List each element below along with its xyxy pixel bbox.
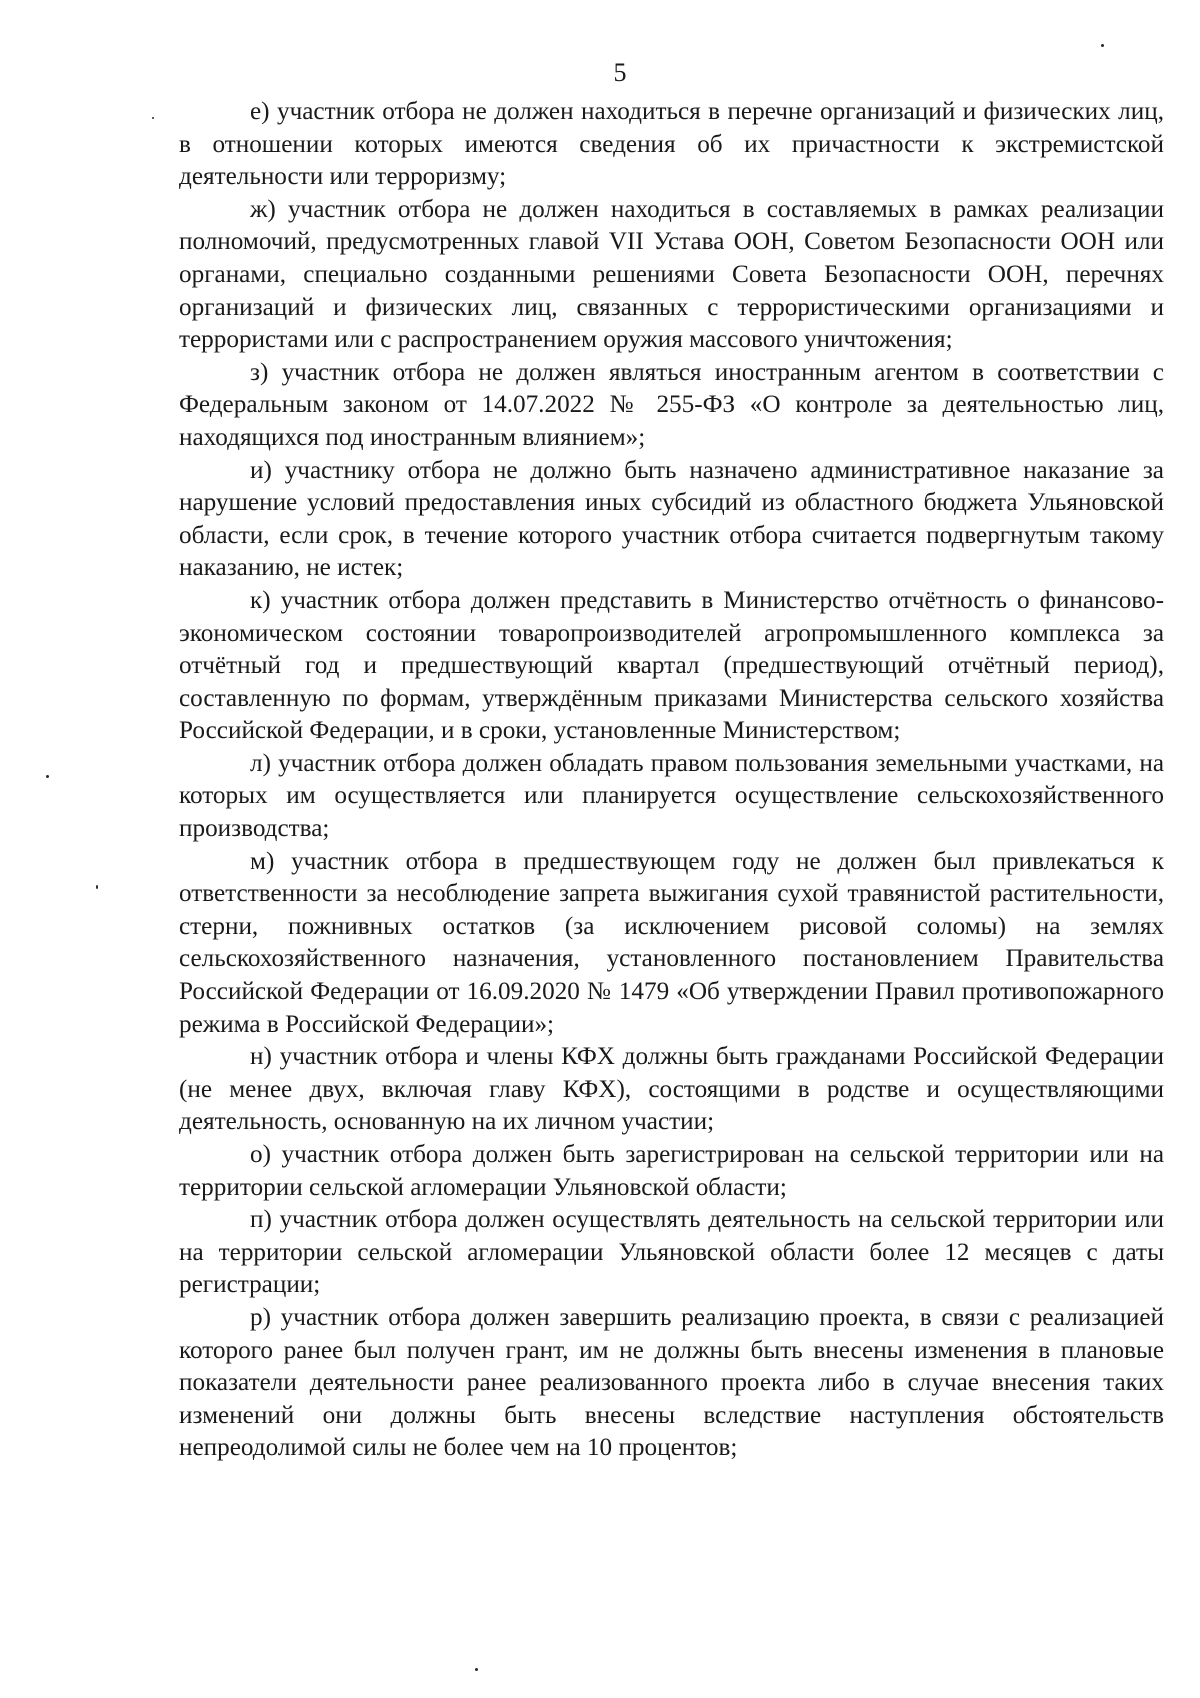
paragraph-n: н) участник отбора и члены КФХ должны быть гражданами Российской Федерации (не менее двух, включая главу КФХ), состоящими в родстве и осуществляющими деятельность, основанную на их личном участии; bbox=[179, 1043, 1164, 1136]
paragraph-e: е) участник отбора не должен находиться в перечне организаций и физических лиц, в отношении которых имеются сведения об их причастности к экстремистской деятельности или терроризму; bbox=[179, 98, 1164, 191]
paragraph-zh: ж) участник отбора не должен находиться в составляемых в рамках реализации полномочий, предусмотренных главой VII Устава ООН, Советом Безопасности ООН или органами, специально созданными решениями Совета Безопасности ООН, перечнях организаций и физических лиц, связанных с террористическими организациями и террористами или с распространением оружия массового уничтожения; bbox=[179, 195, 1164, 354]
paragraph-i: и) участнику отбора не должно быть назначено административное наказание за нарушение условий предоставления иных субсидий из областного бюджета Ульяновской области, если срок, в течение которого участник отбора считается подвергнутым такому наказанию, не истек; bbox=[179, 456, 1164, 582]
paragraph-k: к) участник отбора должен представить в Министерство отчётность о финансово-экономическом состоянии товаропроизводителей агропромышленного комплекса за отчётный год и предшествующий квартал (предшествующий отчётный период), составленную по формам, утверждённым приказами Министерства сельского хозяйства Российской Федерации, и в сроки, установленные Министерством; bbox=[179, 586, 1164, 745]
paragraph-m: м) участник отбора в предшествующем году не должен был привлекаться к ответственности за несоблюдение запрета выжигания сухой травянистой растительности, стерни, пожнивных остатков (за исключением рисовой соломы) на землях сельскохозяйственного назначения, установленного постановлением Правительства Российской Федерации от 16.09.2020 № 1479 «Об утверждении Правил противопожарного режима в Российской Федерации»; bbox=[179, 847, 1164, 1038]
scan-speck bbox=[475, 1668, 478, 1671]
scan-speck bbox=[1101, 44, 1104, 47]
paragraph-o: о) участник отбора должен быть зарегистрирован на сельской территории или на территории сельской агломерации Ульяновской области; bbox=[179, 1141, 1164, 1201]
paragraph-r: р) участник отбора должен завершить реализацию проекта, в связи с реализацией которого ранее был получен грант, им не должны быть внесены изменения в плановые показатели деятельности ранее реализованного проекта либо в случае внесения таких изменений они должны быть внесены вследствие наступления обстоятельств непреодолимой силы не более чем на 10 процентов; bbox=[179, 1303, 1164, 1462]
page-number: 5 bbox=[613, 58, 627, 87]
scan-speck bbox=[46, 775, 49, 778]
scan-speck bbox=[96, 885, 98, 889]
paragraph-p: п) участник отбора должен осуществлять деятельность на сельской территории или на территории сельской агломерации Ульяновской области более 12 месяцев с даты регистрации; bbox=[179, 1206, 1164, 1299]
paragraph-z: з) участник отбора не должен являться иностранным агентом в соответствии с Федеральным законом от 14.07.2022 № 255-ФЗ «О контроле за деятельностью лиц, находящихся под иностранным влиянием»; bbox=[179, 358, 1164, 451]
paragraph-l: л) участник отбора должен обладать правом пользования земельными участками, на которых им осуществляется или планируется осуществление сельскохозяйственного производства; bbox=[179, 749, 1164, 843]
document-body bbox=[179, 96, 1164, 1465]
scan-speck bbox=[152, 117, 154, 119]
